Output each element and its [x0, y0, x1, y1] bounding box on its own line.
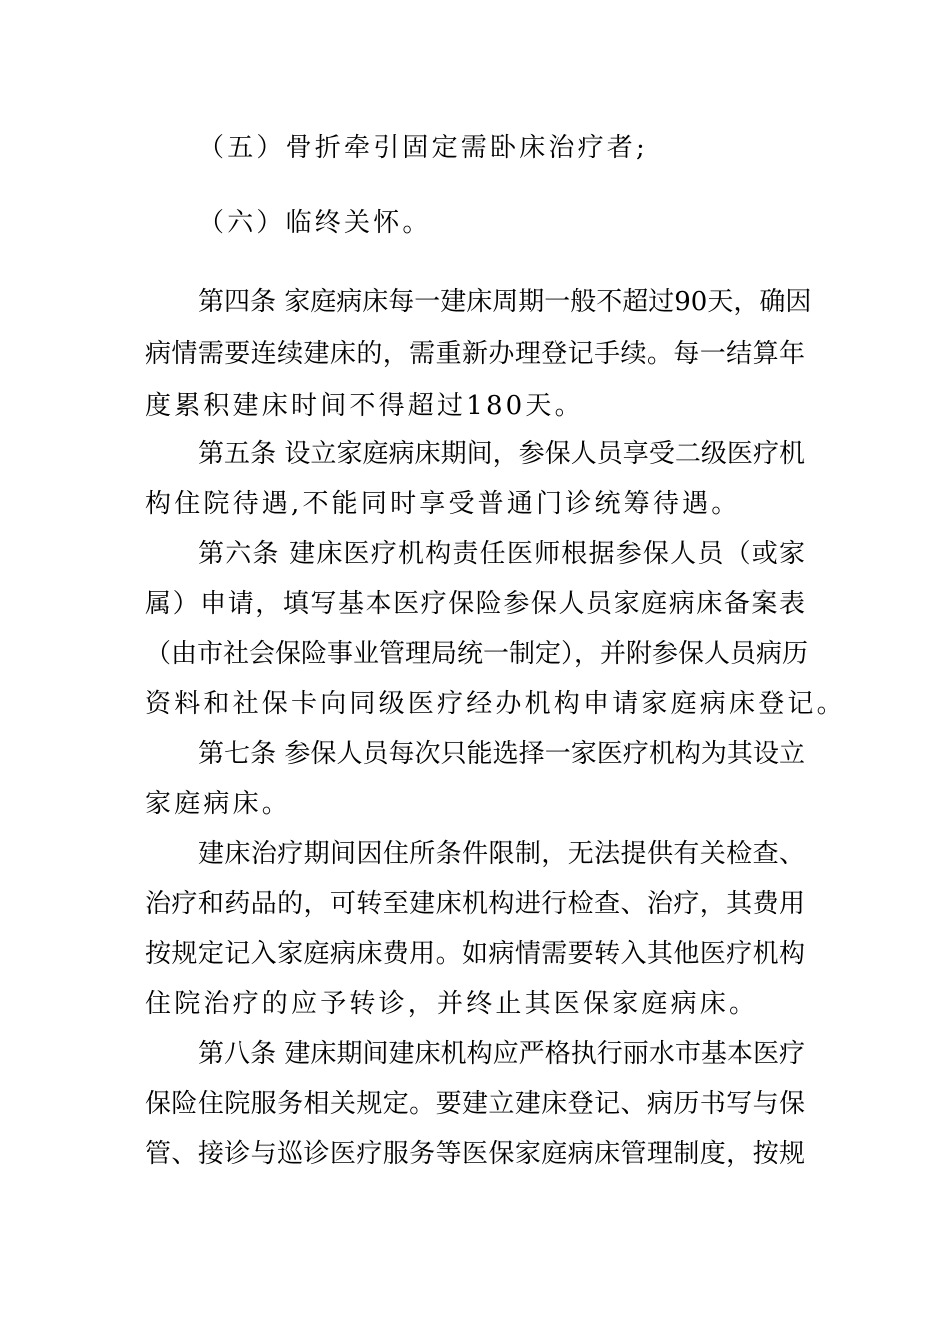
text-line: 第七条 参保人员每次只能选择一家医疗机构为其设立: [198, 739, 805, 769]
text-line: （六）临终关怀。: [198, 208, 432, 238]
text-line: 第八条 建床期间建床机构应严格执行丽水市基本医疗: [198, 1039, 805, 1069]
text-line: 管、接诊与巡诊医疗服务等医保家庭病床管理制度，按规: [145, 1139, 805, 1169]
text-line: 保险住院服务相关规定。要建立建床登记、病历书写与保: [145, 1089, 805, 1119]
text-line: 第四条 家庭病床每一建床周期一般不超过90天，确因: [198, 287, 812, 317]
text-line: 病情需要连续建床的，需重新办理登记手续。每一结算年: [145, 339, 805, 369]
text-line: 第六条 建床医疗机构责任医师根据参保人员（或家: [198, 539, 805, 569]
text-line: 第五条 设立家庭病床期间，参保人员享受二级医疗机: [198, 439, 805, 469]
text-line: 建床治疗期间因住所条件限制，无法提供有关检查、: [198, 839, 805, 869]
text-line: 住院治疗的应予转诊，并终止其医保家庭病床。: [145, 989, 759, 1019]
text-line: 属）申请，填写基本医疗保险参保人员家庭病床备案表: [145, 589, 805, 619]
text-line: （五）骨折牵引固定需卧床治疗者;: [198, 133, 648, 163]
text-line: 治疗和药品的，可转至建床机构进行检查、治疗，其费用: [145, 889, 805, 919]
text-line: 构住院待遇,不能同时享受普通门诊统筹待遇。: [145, 489, 741, 519]
text-line: 家庭病床。: [145, 789, 292, 819]
text-line: 度累积建床时间不得超过180天。: [145, 391, 584, 421]
text-line: 资料和社保卡向同级医疗经办机构申请家庭病床登记。: [145, 689, 846, 719]
text-line: （由市社会保险事业管理局统一制定），并附参保人员病历: [145, 639, 809, 669]
text-line: 按规定记入家庭病床费用。如病情需要转入其他医疗机构: [145, 939, 805, 969]
